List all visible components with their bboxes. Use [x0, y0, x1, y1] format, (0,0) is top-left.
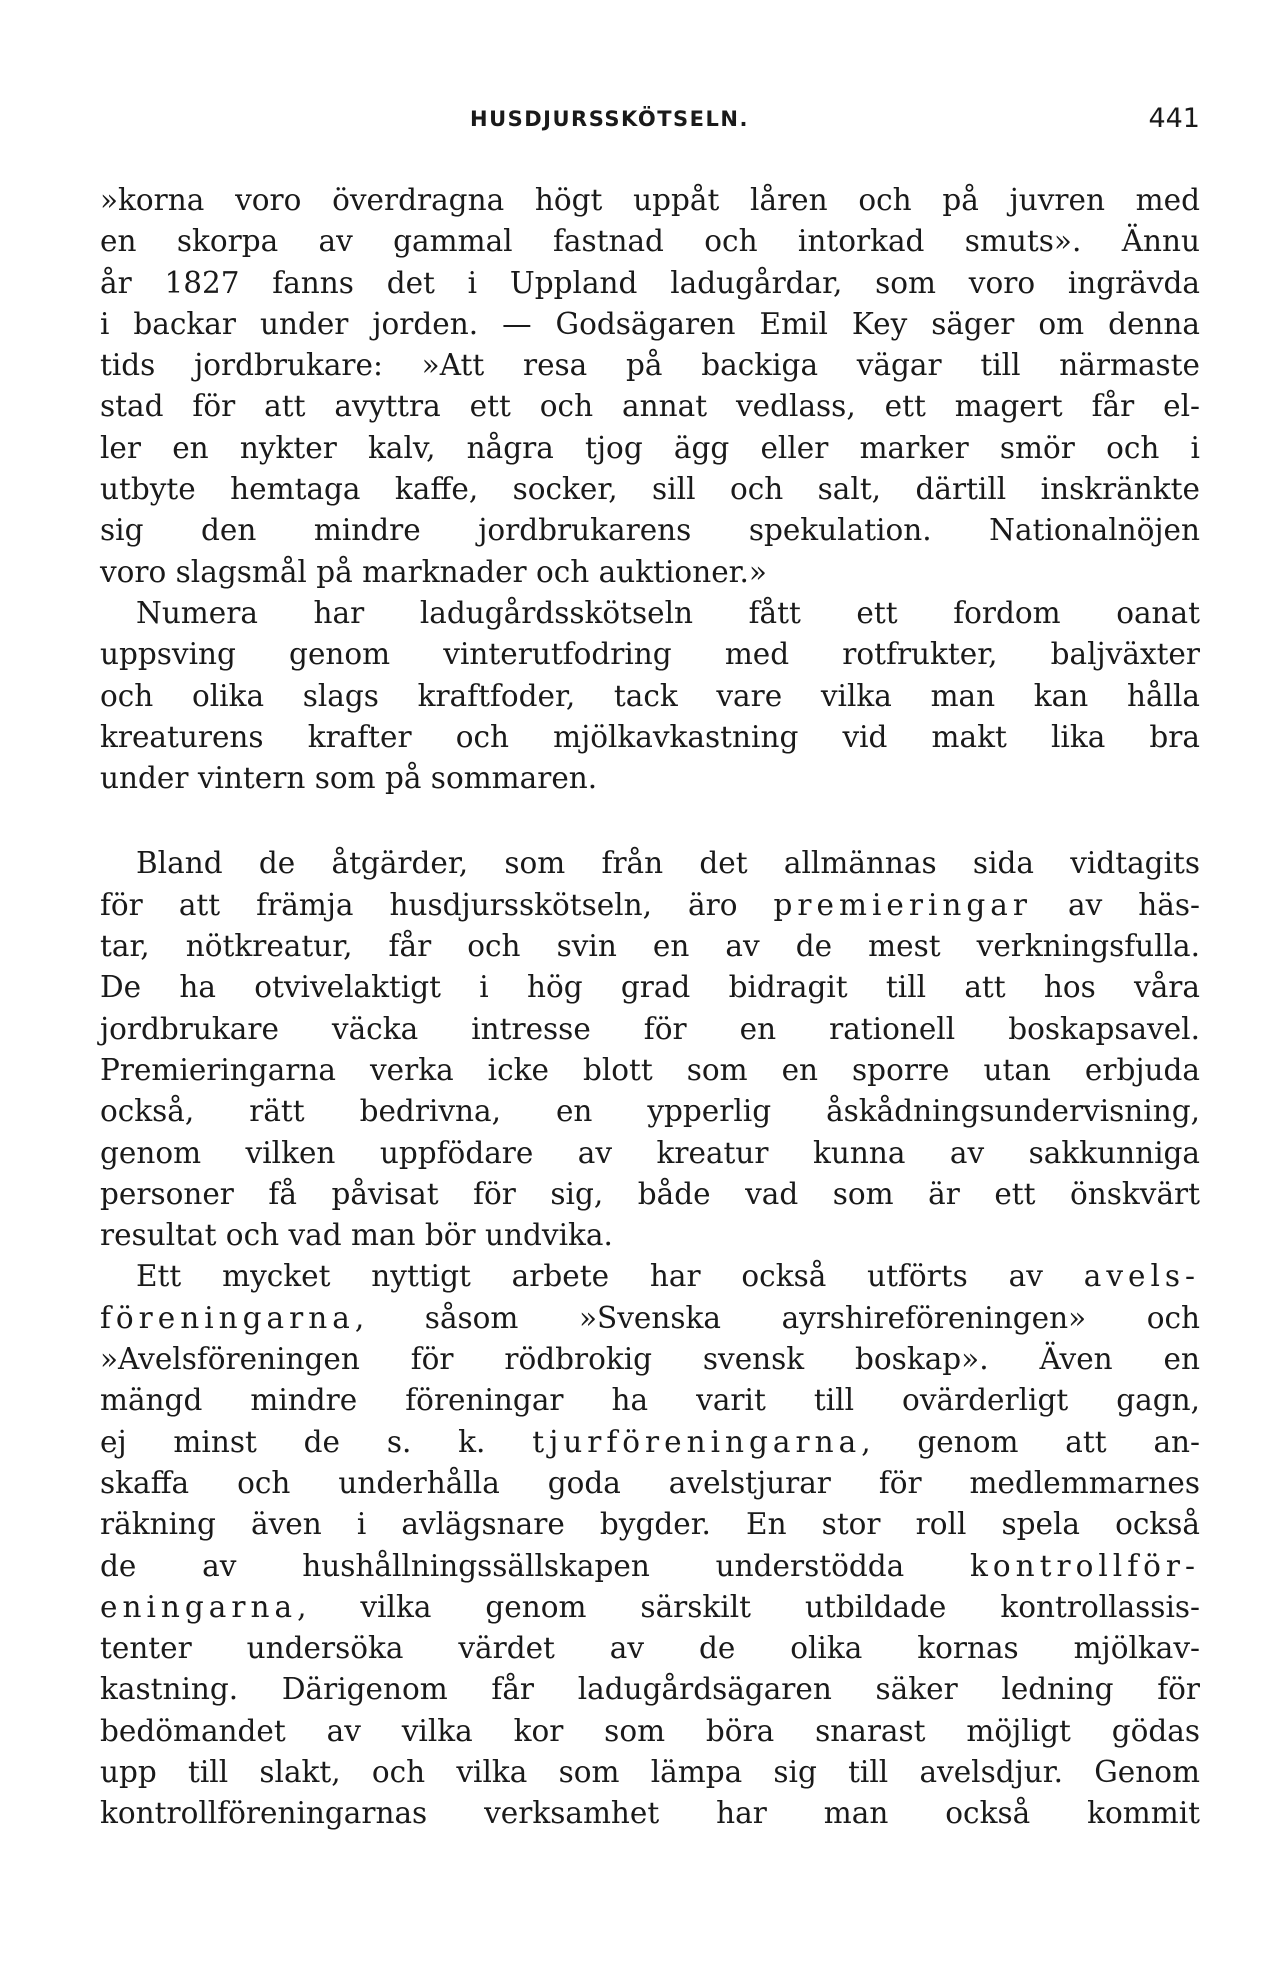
text-line: mängd mindre föreningar ha varit till ovärderligt gagn,	[100, 1383, 1200, 1418]
paragraph-1	[100, 180, 1200, 593]
emphasis-text: kontrollför-	[970, 1548, 1200, 1583]
text-line	[100, 1422, 1200, 1463]
text-line: utbyte hemtaga kaffe, socker, sill och salt, därtill inskränkte	[100, 472, 1200, 507]
text-line: Premieringarna verka icke blott som en sporre utan erbjuda	[100, 1052, 1200, 1087]
emphasis-text: tjurföreningarna	[532, 1424, 862, 1459]
text-line: kreaturens krafter och mjölkavkastning vid makt lika bra	[100, 719, 1200, 754]
text-line: tar, nötkreatur, får och svin en av de mest verkningsfulla.	[100, 929, 1200, 964]
text-line: Bland de åtgärder, som från det allmännas sida vidtagits	[136, 846, 1200, 881]
text-segment: de av hushållningssällskapen understödda	[100, 1548, 971, 1583]
text-line: räkning även i avlägsnare bygder. En stor roll spela också	[100, 1507, 1200, 1542]
section-gap	[100, 799, 1200, 843]
running-head	[100, 103, 1200, 143]
text-line: och olika slags kraftfoder, tack vare vilka man kan hålla	[100, 678, 1200, 713]
text-line: Numera har ladugårdsskötseln fått ett fordom oanat	[136, 595, 1200, 630]
text-segment: av häs-	[1031, 887, 1200, 922]
text-line: en skorpa av gammal fastnad och intorkad smuts». Ännu	[100, 224, 1200, 259]
text-line: kastning. Därigenom får ladugårdsägaren säker ledning för	[100, 1672, 1200, 1707]
text-line: tenter undersöka värdet av de olika kornas mjölkav-	[100, 1631, 1200, 1666]
text-line: tids jordbrukare: »Att resa på backiga vägar till närmaste	[100, 348, 1200, 383]
text-line: bedömandet av vilka kor som böra snarast möjligt gödas	[100, 1713, 1200, 1748]
text-segment: , såsom »Svenska ayrshireföreningen» och	[354, 1300, 1200, 1335]
emphasis-text: premieringar	[773, 887, 1032, 922]
body-text	[100, 180, 1200, 1835]
text-line: i backar under jorden. — Godsägaren Emil Key säger om denna	[100, 306, 1200, 341]
emphasis-text: föreningarna	[100, 1300, 355, 1335]
text-line	[100, 1298, 1200, 1339]
text-line: år 1827 fanns det i Uppland ladugårdar, som voro ingrävda	[100, 265, 1200, 300]
text-segment: för att främja husdjursskötseln, äro	[100, 887, 774, 922]
text-line: sig den mindre jordbrukarens spekulation. Nationalnöjen	[100, 513, 1200, 548]
text-line	[100, 1546, 1200, 1587]
text-segment: , genom att an-	[861, 1424, 1200, 1459]
text-line: uppsving genom vinterutfodring med rotfrukter, baljväxter	[100, 637, 1200, 672]
text-segment: ej minst de s. k.	[100, 1424, 533, 1459]
text-line: jordbrukare väcka intresse för en rationell boskapsavel.	[100, 1011, 1200, 1046]
text-line: »korna voro överdragna högt uppåt låren och på juvren med	[100, 183, 1200, 217]
paragraph-2	[100, 593, 1200, 799]
text-line: voro slagsmål på marknader och auktioner.»	[100, 554, 767, 589]
text-line: De ha otvivelaktigt i hög grad bidragit till att hos våra	[100, 970, 1200, 1005]
paragraph-3	[100, 843, 1200, 1256]
text-line	[100, 885, 1200, 926]
emphasis-text: avels-	[1083, 1259, 1200, 1294]
text-line: under vintern som på sommaren.	[100, 761, 598, 796]
paragraph-4	[100, 1256, 1200, 1834]
text-line	[100, 1256, 1200, 1297]
text-line: upp till slakt, och vilka som lämpa sig till avelsdjur. Genom	[100, 1754, 1200, 1789]
text-line: också, rätt bedrivna, en ypperlig åskådningsundervisning,	[100, 1094, 1200, 1129]
page-number: 441	[1148, 103, 1200, 134]
text-line: »Avelsföreningen för rödbrokig svensk boskap». Även en	[100, 1342, 1200, 1377]
text-line: stad för att avyttra ett och annat vedlass, ett magert får el-	[100, 389, 1200, 424]
text-line: skaffa och underhålla goda avelstjurar för medlemmarnes	[100, 1465, 1200, 1500]
emphasis-text: eningarna	[100, 1589, 298, 1624]
text-line: genom vilken uppfödare av kreatur kunna av sakkunniga	[100, 1135, 1200, 1170]
text-line	[100, 1587, 1200, 1628]
text-segment: , vilka genom särskilt utbildade kontrollassis-	[297, 1589, 1200, 1624]
text-line: personer få påvisat för sig, både vad som är ett önskvärt	[100, 1176, 1200, 1211]
text-line: kontrollföreningarnas verksamhet har man också kommit	[100, 1796, 1200, 1831]
text-segment: Ett mycket nyttigt arbete har också utförts av	[136, 1259, 1084, 1294]
running-title: HUSDJURSSKÖTSELN.	[470, 107, 749, 131]
text-line: ler en nykter kalv, några tjog ägg eller marker smör och i	[100, 430, 1200, 465]
text-line: resultat och vad man bör undvika.	[100, 1218, 613, 1253]
